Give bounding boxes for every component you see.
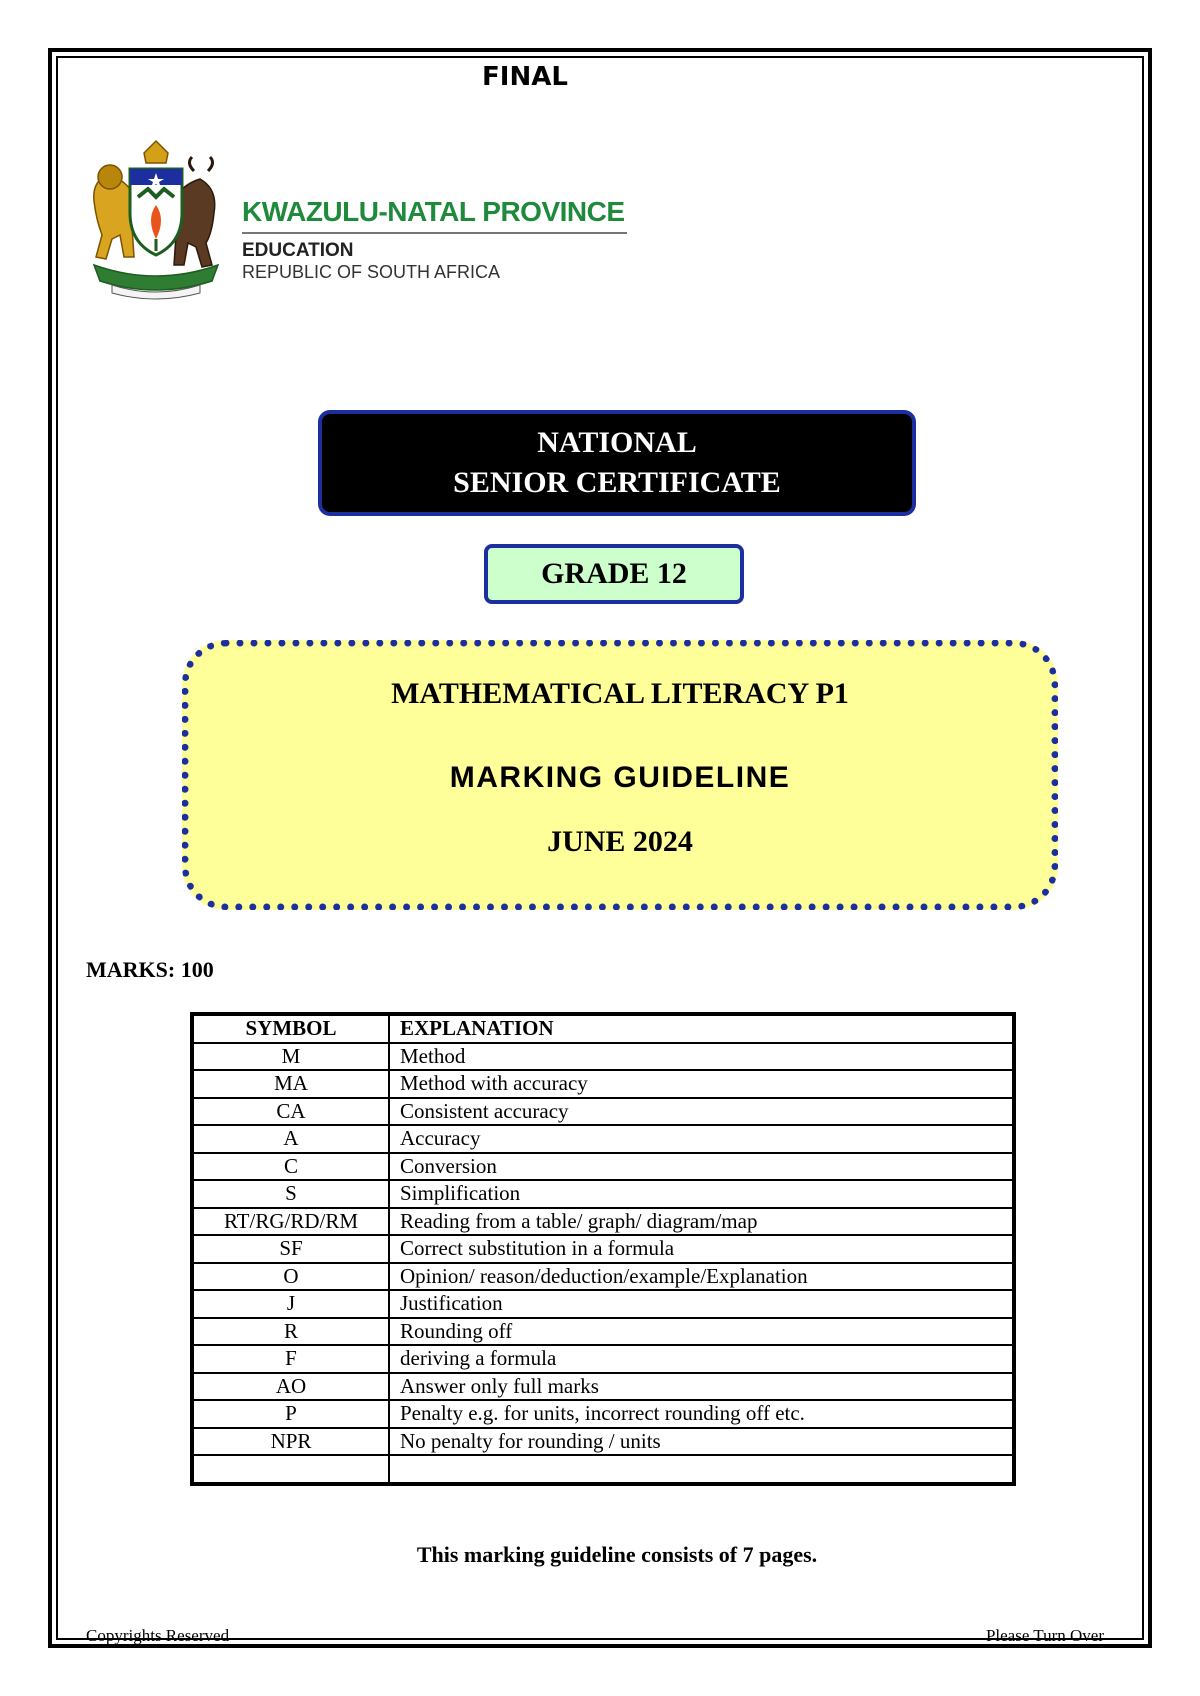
table-row: [192, 1208, 1014, 1236]
symbol-cell: NPR: [192, 1428, 389, 1456]
explanation-cell: Penalty e.g. for units, incorrect rounding off etc.: [389, 1400, 1014, 1428]
explanation-cell: deriving a formula: [389, 1345, 1014, 1373]
explanation-cell: Reading from a table/ graph/ diagram/map: [389, 1208, 1014, 1236]
table-row: [192, 1180, 1014, 1208]
explanation-cell: Answer only full marks: [389, 1373, 1014, 1401]
symbol-cell: SF: [192, 1235, 389, 1263]
document-status: FINAL: [482, 62, 568, 92]
symbol-cell: C: [192, 1153, 389, 1181]
symbol-legend-table: [190, 1012, 1016, 1486]
symbol-cell: CA: [192, 1098, 389, 1126]
table-header-row: [192, 1014, 1014, 1043]
explanation-cell: Opinion/ reason/deduction/example/Explanation: [389, 1263, 1014, 1291]
symbol-cell: F: [192, 1345, 389, 1373]
explanation-cell: Rounding off: [389, 1318, 1014, 1346]
symbol-cell: MA: [192, 1070, 389, 1098]
total-marks: MARKS: 100: [86, 957, 214, 982]
table-row: [192, 1290, 1014, 1318]
footer-turn-over: Please Turn Over: [985, 1626, 1104, 1645]
explanation-cell: Consistent accuracy: [389, 1098, 1014, 1126]
explanation-cell: Correct substitution in a formula: [389, 1235, 1014, 1263]
table-row: [192, 1318, 1014, 1346]
certificate-line-1: NATIONAL: [537, 426, 697, 459]
symbol-cell: P: [192, 1400, 389, 1428]
exam-title-box: [182, 640, 1058, 910]
document-type: MARKING GUIDELINE: [449, 761, 791, 794]
table-row: [192, 1070, 1014, 1098]
symbol-cell: AO: [192, 1373, 389, 1401]
explanation-cell: [389, 1455, 1014, 1484]
department-name: EDUCATION: [242, 240, 354, 261]
explanation-cell: Accuracy: [389, 1125, 1014, 1153]
explanation-cell: No penalty for rounding / units: [389, 1428, 1014, 1456]
table-row: [192, 1428, 1014, 1456]
symbol-cell: A: [192, 1125, 389, 1153]
province-name: KWAZULU-NATAL PROVINCE: [242, 196, 625, 227]
symbol-cell: R: [192, 1318, 389, 1346]
exam-subject: MATHEMATICAL LITERACY P1: [391, 677, 849, 710]
explanation-cell: Justification: [389, 1290, 1014, 1318]
explanation-cell: Method: [389, 1043, 1014, 1071]
grade-badge: GRADE 12: [484, 544, 744, 604]
symbol-cell: S: [192, 1180, 389, 1208]
table-row: [192, 1153, 1014, 1181]
table-row: [192, 1235, 1014, 1263]
header-explanation: EXPLANATION: [389, 1014, 1014, 1043]
country-name: REPUBLIC OF SOUTH AFRICA: [242, 262, 501, 282]
exam-session: JUNE 2024: [547, 825, 693, 858]
explanation-cell: Conversion: [389, 1153, 1014, 1181]
symbol-cell: RT/RG/RD/RM: [192, 1208, 389, 1236]
table-row: [192, 1373, 1014, 1401]
table-row: [192, 1455, 1014, 1484]
header-symbol: SYMBOL: [192, 1014, 389, 1043]
province-divider: [242, 232, 627, 234]
table-row: [192, 1125, 1014, 1153]
symbol-cell: M: [192, 1043, 389, 1071]
symbol-cell: J: [192, 1290, 389, 1318]
explanation-cell: Method with accuracy: [389, 1070, 1014, 1098]
certificate-line-2: SENIOR CERTIFICATE: [453, 466, 781, 499]
table-row: [192, 1263, 1014, 1291]
kzn-coat-of-arms-icon: [86, 135, 226, 300]
table-row: [192, 1098, 1014, 1126]
footer-copyright: Copyrights Reserved: [86, 1626, 230, 1645]
explanation-cell: Simplification: [389, 1180, 1014, 1208]
page-count-note: This marking guideline consists of 7 pages.: [416, 1542, 818, 1567]
table-row: [192, 1043, 1014, 1071]
certificate-banner: [318, 410, 916, 516]
table-row: [192, 1400, 1014, 1428]
table-row: [192, 1345, 1014, 1373]
symbol-cell: [192, 1455, 389, 1484]
symbol-cell: O: [192, 1263, 389, 1291]
